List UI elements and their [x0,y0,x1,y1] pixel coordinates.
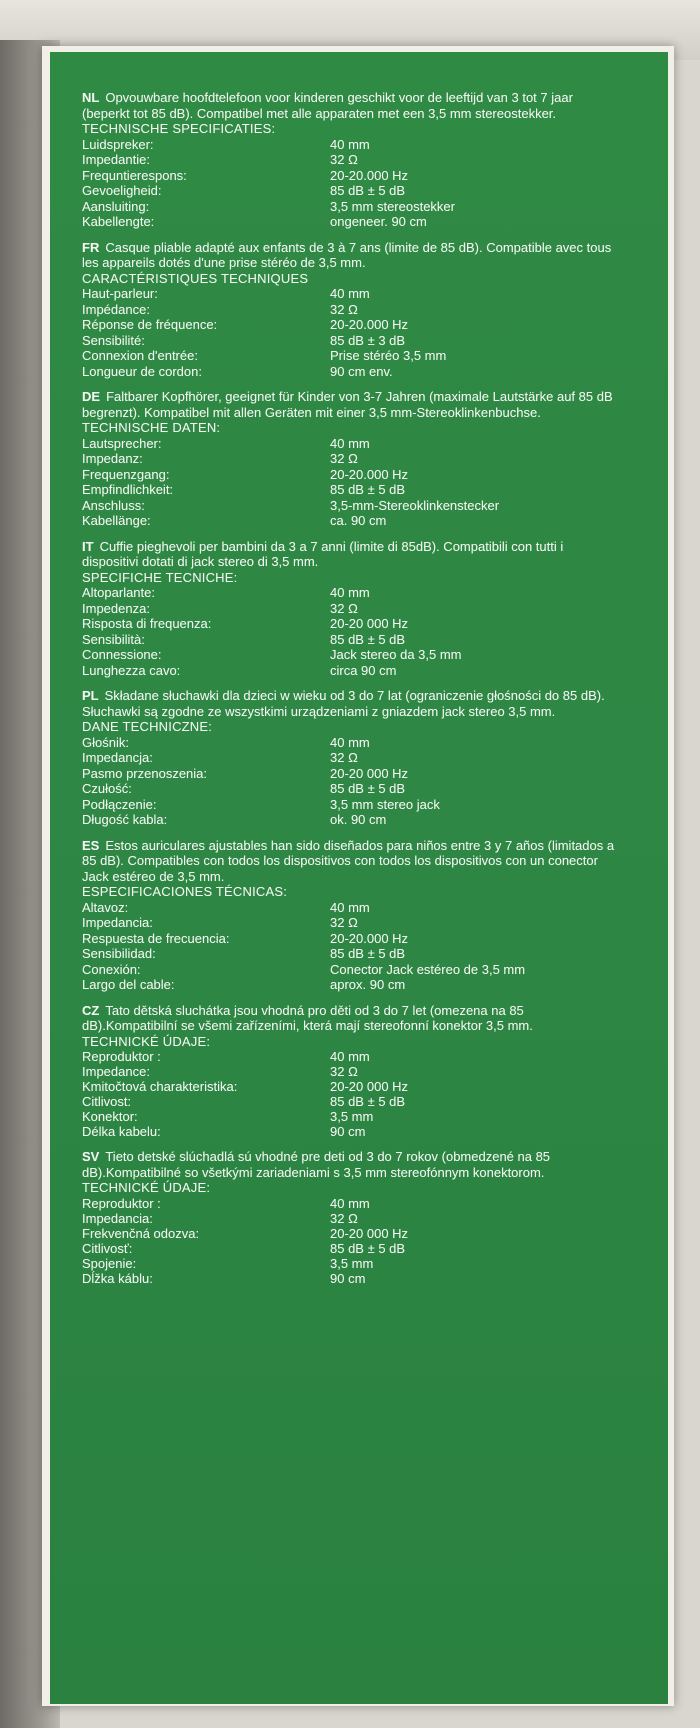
spec-value: ca. 90 cm [330,513,387,528]
spec-row [82,1064,622,1079]
spec-value: circa 90 cm [330,662,397,678]
spec-label: Impedancja: [82,750,153,765]
spec-value: 32 Ω [330,600,358,616]
intro-text: Składane słuchawki dla dzieci w wieku od 3 do 7 lat (ograniczenie głośności do 85 dB). Słuchawki są zgodne ze wszystkimi urządzeniami z gniazdem jack stereo 3,5 mm. [82,688,605,719]
spec-value: 3,5 mm stereo jack [330,796,440,812]
spec-row [82,900,622,916]
language-code: DE [82,389,101,404]
section-de [82,389,622,529]
spec-label: Impédance: [82,301,150,317]
spec-row [82,498,622,514]
spec-row [82,152,622,168]
spec-value: 85 dB ± 5 dB [330,482,406,497]
spec-value: 3,5 mm [330,1255,374,1271]
spec-value: 85 dB ± 5 dB [330,946,406,961]
spec-row [82,348,622,364]
spec-row [82,766,622,782]
spec-row [82,1196,622,1211]
spec-value: 40 mm [330,585,370,600]
spec-value: 32 Ω [330,1210,358,1226]
section-intro [82,90,622,121]
spec-value: 40 mm [330,899,370,915]
intro-text: Tieto detské slúchadlá sú vhodné pre deti od 3 do 7 rokov (obmedzené na 85 dB).Kompatibilné so všetkými zariadeniami s 3,5 mm stereofónnym konektorom. [82,1149,551,1180]
spec-label: Impedancia: [82,915,153,930]
spec-row [82,183,622,199]
spec-label: Kabellengte: [82,214,155,229]
spec-value: 32 Ω [330,750,358,765]
spec-label: Réponse de fréquence: [82,317,218,332]
spec-row [82,1256,622,1271]
spec-value: 85 dB ± 5 dB [330,781,406,796]
spec-label: Lunghezza cavo: [82,662,181,678]
section-sv [82,1149,622,1286]
spec-value: 40 mm [330,286,370,301]
spec-value: 90 cm [330,1270,366,1286]
spec-label: Gevoeligheid: [82,183,162,198]
spec-label: Empfindlichkeit: [82,482,174,497]
spec-label: Luidspreker: [82,136,154,152]
spec-value: 85 dB ± 5 dB [330,631,406,647]
spec-label: Aansluiting: [82,198,150,214]
spec-row [82,168,622,184]
spec-label: Sensibilidad: [82,946,156,961]
section-intro [82,688,622,719]
spec-label: Reproduktor : [82,1049,161,1064]
spec-label: Citlivosť: [82,1240,133,1256]
spec-row [82,1049,622,1064]
spec-row [82,1271,622,1286]
spec-value: 85 dB ± 5 dB [330,1240,406,1256]
spec-value: 90 cm [330,1124,366,1139]
spec-row [82,286,622,302]
spec-row [82,946,622,962]
spec-label: Impedantie: [82,152,150,167]
spec-value: 40 mm [330,1195,370,1211]
spec-value: Prise stéréo 3,5 mm [330,348,447,363]
spec-label: Risposta di frequenza: [82,616,212,631]
spec-label: Lautsprecher: [82,435,162,451]
intro-text: Opvouwbare hoofdtelefoon voor kinderen geschikt voor de leeftijd van 3 tot 7 jaar (beperkt tot 85 dB). Compatibel met alle apparaten met een 3,5 mm stereostekker. [82,90,573,121]
section-pl [82,688,622,828]
spec-row [82,797,622,813]
intro-text: Tato dětská sluchátka jsou vhodná pro děti od 3 do 7 let (omezena na 85 dB).Kompatibilní se všemi zařízeními, která mají stereofonní konektor 3,5 mm. [82,1002,533,1033]
spec-value: 32 Ω [330,1064,358,1079]
spec-label: Kmitočtová charakteristika: [82,1079,238,1094]
section-heading: ESPECIFICACIONES TÉCNICAS: [82,884,288,899]
spec-label: Głośnik: [82,734,129,750]
spec-value: 20-20.000 Hz [330,930,409,946]
spec-label: Sensibilité: [82,332,145,348]
section-heading: CARACTÉRISTIQUES TECHNIQUES [82,270,309,286]
spec-label: Czułość: [82,781,132,796]
spec-value: 20-20 000 Hz [330,765,409,781]
spec-row [82,482,622,498]
spec-row [82,647,622,663]
language-code: CZ [82,1002,100,1018]
spec-value: aprox. 90 cm [330,977,406,992]
spec-row [82,601,622,617]
spec-row [82,632,622,648]
intro-text: Faltbarer Kopfhörer, geeignet für Kinder von 3-7 Jahren (maximale Lautstärke auf 85 dB begrenzt). Kompatibel mit allen Geräten mit einer 3,5 mm-Stereoklinkenbuchse. [82,389,613,420]
spec-label: Haut-parleur: [82,286,158,301]
spec-label: Connexion d'entrée: [82,348,198,363]
spec-row [82,513,622,529]
spec-label: Impedenza: [82,600,150,616]
spec-value: 32 Ω [330,301,358,317]
spec-value: 20-20 000 Hz [330,1225,409,1241]
spec-row [82,436,622,452]
section-es [82,838,622,993]
spec-row [82,585,622,601]
spec-value: 85 dB ± 5 dB [330,1094,406,1109]
spec-value: 32 Ω [330,915,358,930]
spec-row [82,1094,622,1109]
spec-label: Largo del cable: [82,977,175,992]
spec-row [82,333,622,349]
section-cz [82,1003,622,1140]
spec-value: ongeneer. 90 cm [330,214,427,229]
spec-label: Citlivost: [82,1094,132,1109]
intro-text: Casque pliable adapté aux enfants de 3 à 7 ans (limite de 85 dB). Compatible avec tous les appareils dotés d'une prise stéréo de 3,5 mm. [82,239,612,270]
section-heading: TECHNISCHE DATEN: [82,420,221,435]
spec-label: Długość kabla: [82,812,168,827]
spec-value: 40 mm [330,435,370,451]
intro-text: Cuffie pieghevoli per bambini da 3 a 7 anni (limite di 85dB). Compatibili con tutti i dispositivi dotati di jack stereo di 3,5 mm. [82,538,564,569]
spec-row [82,616,622,632]
section-intro [82,539,622,570]
spec-value: 32 Ω [330,451,358,466]
spec-row [82,451,622,467]
spec-label: Connessione: [82,647,162,662]
spec-value: 20-20.000 Hz [330,317,409,332]
spec-label: Délka kabelu: [82,1124,161,1139]
spec-row [82,977,622,993]
spec-label: Pasmo przenoszenia: [82,765,208,781]
spec-value: 40 mm [330,136,370,152]
section-intro [82,240,622,271]
spec-value: 20-20 000 Hz [330,1079,409,1094]
spec-label: Spojenie: [82,1255,137,1271]
spec-value: 40 mm [330,734,370,750]
spec-row [82,364,622,380]
section-nl [82,90,622,230]
spec-value: 85 dB ± 5 dB [330,183,406,198]
spec-value: 3,5-mm-Stereoklinkenstecker [330,497,500,513]
section-intro [82,389,622,420]
spec-value: 90 cm env. [330,363,393,379]
section-fr [82,240,622,380]
spec-label: Impedance: [82,1064,150,1079]
spec-label: Konektor: [82,1109,138,1124]
spec-label: Conexión: [82,961,141,977]
spec-label: Anschluss: [82,497,145,513]
spec-row [82,750,622,766]
spec-value: ok. 90 cm [330,812,387,827]
spec-label: Kabellänge: [82,513,151,528]
section-intro [82,1149,622,1180]
language-code: NL [82,90,100,105]
spec-row [82,199,622,215]
spec-value: 20-20.000 Hz [330,466,409,482]
spec-row [82,812,622,828]
spec-row [82,467,622,483]
spec-value: 3,5 mm stereostekker [330,198,455,214]
spec-row [82,781,622,797]
spec-row [82,317,622,333]
spec-value: 20-20.000 Hz [330,167,409,183]
spec-row [82,1109,622,1124]
spec-row [82,931,622,947]
spec-value: Jack stereo da 3,5 mm [330,647,462,662]
spec-label: Impedanz: [82,451,143,466]
section-heading: TECHNISCHE SPECIFICATIES: [82,121,276,136]
language-code: PL [82,688,99,703]
spec-row [82,302,622,318]
section-it [82,539,622,679]
section-heading: TECHNICKÉ ÚDAJE: [82,1033,211,1049]
spec-value: 3,5 mm [330,1109,374,1124]
section-intro [82,1003,622,1034]
spec-row [82,1226,622,1241]
section-heading: TECHNICKÉ ÚDAJE: [82,1180,211,1195]
spec-label: Respuesta de frecuencia: [82,930,230,946]
spec-label: Reproduktor : [82,1195,161,1211]
spec-label: Altoparlante: [82,585,155,600]
section-intro [82,838,622,885]
spec-row [82,214,622,230]
spec-row [82,1211,622,1226]
section-heading: SPECIFICHE TECNICHE: [82,569,238,585]
language-code: ES [82,837,100,853]
spec-label: Frequenzgang: [82,466,170,482]
spec-row [82,137,622,153]
spec-value: 40 mm [330,1049,370,1064]
spec-row [82,1241,622,1256]
language-code: SV [82,1149,100,1164]
section-heading: DANE TECHNICZNE: [82,719,213,734]
spec-label: Frekvenčná odozva: [82,1225,200,1241]
spec-label: Longueur de cordon: [82,363,202,379]
spec-text-block [82,90,622,1296]
spec-row [82,915,622,931]
spec-label: Podłączenie: [82,796,157,812]
spec-row [82,663,622,679]
spec-row [82,962,622,978]
spec-row [82,1079,622,1094]
spec-label: Frequntierespons: [82,167,187,183]
spec-label: Impedancia: [82,1210,153,1226]
intro-text: Estos auriculares ajustables han sido diseñados para niños entre 3 y 7 años (limitados a 85 dB). Compatibles con todos los dispositivos con todos los dispositivos con un conector Jack estéreo de 3,5 mm. [82,837,615,884]
spec-label: Dĺžka káblu: [82,1270,153,1286]
spec-value: 85 dB ± 3 dB [330,332,406,348]
language-code: IT [82,538,94,554]
spec-label: Sensibilità: [82,631,145,647]
spec-label: Altavoz: [82,899,129,915]
spec-value: 20-20 000 Hz [330,616,409,631]
spec-row [82,1124,622,1139]
spec-value: Conector Jack estéreo de 3,5 mm [330,961,526,977]
spec-row [82,735,622,751]
language-code: FR [82,239,100,255]
spec-value: 32 Ω [330,152,358,167]
